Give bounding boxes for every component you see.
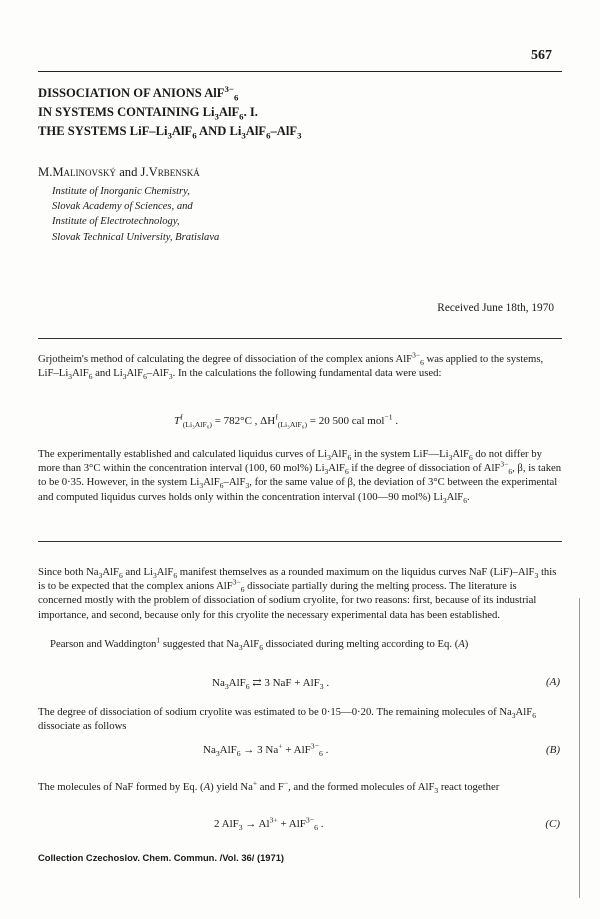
affiliation-line: Institute of Inorganic Chemistry, bbox=[52, 186, 190, 197]
equation-fundamental-data: $T^f_{(Li_3AlF_6)} = 782^\circ C$ , $\Delta H^f_{(Li_3AlF_6)} = 20$ 500 cal mol$^{-1}$ . bbox=[174, 412, 399, 430]
abstract-bottom-rule bbox=[38, 541, 562, 542]
affiliation-line: Slovak Technical University, Bratislava bbox=[52, 231, 220, 243]
page-number: 567 bbox=[531, 48, 552, 63]
abstract-top-rule bbox=[38, 338, 562, 339]
abstract-paragraph-1: Grjotheim's method of calculating the degree of dissociation of the complex anions AlF$^{3-}_6$ was applied to the systems, LiF–$Li_3AlF_6$ and $Li_3AlF_6-AlF_3$. In the calculations the following fundamental data were used: bbox=[38, 350, 544, 382]
body-paragraph-2: Pearson and Waddington$^1$ suggested that $Na_3AlF_6$ dissociated during melting according to Eq. (A) bbox=[50, 635, 469, 653]
received-date: Received June 18th, 1970 bbox=[437, 302, 554, 314]
authors: M.Malinovský and J.Vrbenská bbox=[38, 165, 200, 179]
equation-A-label: (A) bbox=[545, 676, 560, 688]
body-paragraph-1: Since both $Na_3AlF_6$ and $Li_3AlF_6$ manifest themselves as a rounded maximum on the liquidus curves NaF (LiF)–AlF$_3$ this is to be expected that the complex anions AlF$^{3-}_6$ dissociate partially during the melting process. The literature is concerned mostly with the problem of dissociation of sodium cryolite, for two reasons: first, because of its industrial importance, and second, because only for this cryolite the necessary experimental data has been established. bbox=[38, 566, 557, 621]
top-rule bbox=[38, 71, 562, 72]
equation-C-label: (C) bbox=[545, 818, 560, 830]
title-line-1: DISSOCIATION OF ANIONS AlF$^{3-}_6$ bbox=[38, 83, 239, 103]
equation-B: $Na_3AlF_6 \to 3$ Na+ + AlF$^{3-}_6$ . bbox=[203, 741, 329, 759]
body-paragraph-3: The degree of dissociation of sodium cryolite was estimated to be 0·15—0·20. The remaining molecules of $Na_3AlF_6$ dissociate as follows bbox=[38, 706, 536, 733]
scan-edge-line bbox=[579, 598, 580, 898]
title-line-2: IN SYSTEMS CONTAINING $Li_3AlF_6$. I. bbox=[38, 105, 258, 122]
article-title bbox=[38, 84, 558, 141]
affiliation-line: Institute of Electrotechnology, bbox=[52, 216, 180, 228]
affiliations bbox=[52, 184, 219, 245]
equation-B-label: (B) bbox=[545, 744, 560, 756]
reference-marker[interactable]: 1 bbox=[156, 635, 161, 645]
title-line-3: THE SYSTEMS LiF–$Li_3AlF_6$ AND $Li_3AlF_6-AlF_3$ bbox=[38, 124, 302, 141]
body-paragraph-4: The molecules of NaF formed by Eq. (A) yield Na+ and F−, and the formed molecules of AlF$_3$ react together bbox=[38, 778, 500, 796]
abstract-paragraph-2: The experimentally established and calculated liquidus curves of $Li_3AlF_6$ in the system LiF–$-Li_3AlF_6$ do not differ by more than 3°C within the concentration interval (100, 60 mol%) $Li_3AlF_6$ if the degree of dissociation of AlF$^{3-}_6$, β, is taken to be 0·35. However, in the system $Li_3AlF_6-AlF_3$, for the same value of β, the deviation of 3°C between the experimental and computed liquidus curves holds only within the concentration interval (100—90 mol%) $Li_3AlF_6$. bbox=[38, 448, 562, 505]
equation-A: $Na_3AlF_6$ ⇄ 3 NaF + AlF$_3$ . bbox=[212, 677, 330, 692]
affiliation-line: Slovak Academy of Sciences, and bbox=[52, 201, 193, 213]
equation-C: 2 $AlF_3 \to Al^{3+} + AlF^{3-}_6$ . bbox=[214, 815, 324, 833]
journal-footer: Collection Czechoslov. Chem. Commun. /Vol. 36/ (1971) bbox=[38, 852, 285, 863]
